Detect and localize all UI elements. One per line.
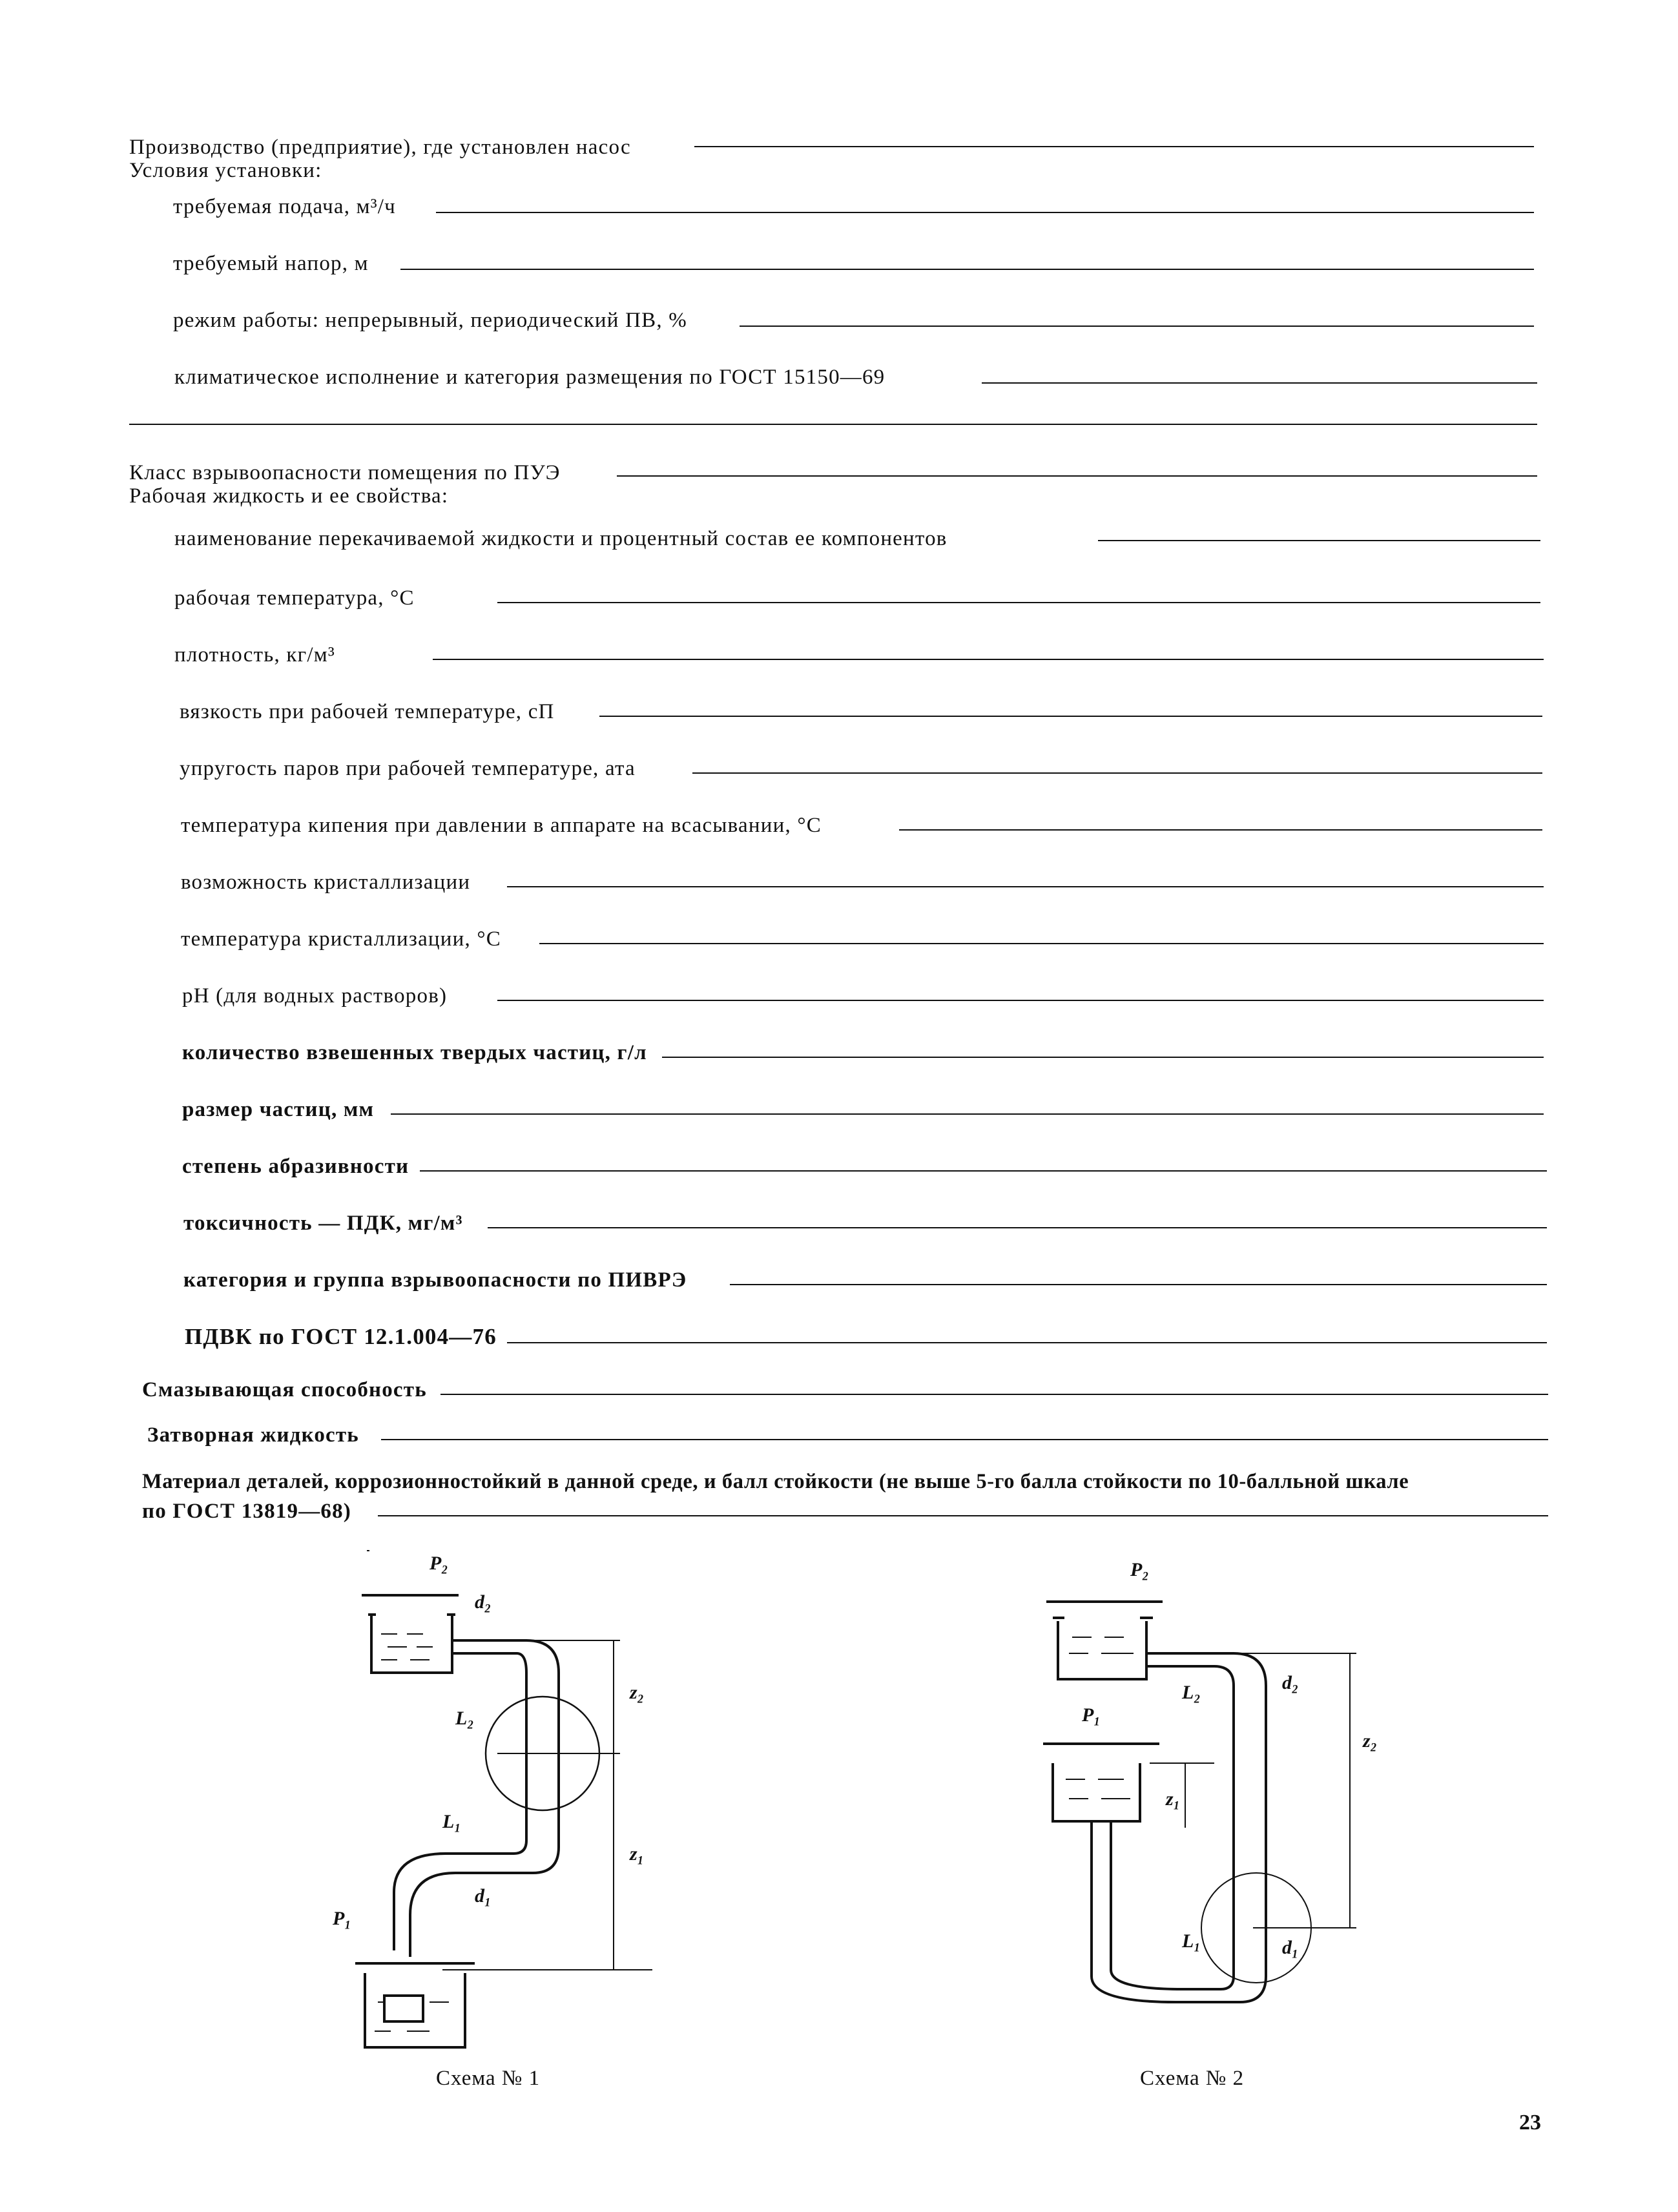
fill-line[interactable] xyxy=(436,212,1534,213)
field-density xyxy=(0,641,1678,686)
z1-label: z₁ xyxy=(1166,1788,1181,1810)
field-head xyxy=(0,249,1678,295)
field-vapor xyxy=(0,754,1678,800)
field-work-temp xyxy=(0,584,1678,629)
field-cryst-temp xyxy=(0,925,1678,970)
field-toxicity xyxy=(0,1209,1678,1254)
z2-label: z₂ xyxy=(630,1682,645,1703)
scheme-2-diagram xyxy=(1020,1550,1421,2054)
field-ph xyxy=(0,982,1678,1027)
fill-line[interactable] xyxy=(599,716,1542,717)
field-label: температура кипения при давлении в аппарате на всасывании, °С xyxy=(181,814,822,837)
z2-label: z₂ xyxy=(1363,1730,1378,1752)
field-abrasive xyxy=(0,1152,1678,1197)
fill-line[interactable] xyxy=(507,886,1544,887)
p1-label: P₁ xyxy=(1082,1704,1101,1726)
field-label: требуемый напор, м xyxy=(173,252,369,275)
fill-line[interactable] xyxy=(507,1342,1547,1343)
fill-line[interactable] xyxy=(497,1000,1544,1001)
field-label: размер частиц, мм xyxy=(182,1098,375,1121)
field-pdvk xyxy=(0,1323,1678,1368)
field-viscosity xyxy=(0,698,1678,743)
field-label: рабочая температура, °С xyxy=(174,586,415,610)
fill-line[interactable] xyxy=(899,829,1542,831)
p1-label: P₁ xyxy=(333,1908,351,1929)
fill-line[interactable] xyxy=(488,1227,1547,1228)
fill-line[interactable] xyxy=(617,475,1537,477)
fill-line[interactable] xyxy=(381,1439,1548,1440)
liquid-heading: Рабочая жидкость и ее свойства: xyxy=(129,484,449,508)
fill-line[interactable] xyxy=(440,1394,1548,1395)
field-label: режим работы: непрерывный, периодический ПВ, % xyxy=(173,309,687,332)
field-sealing xyxy=(0,1421,1678,1466)
field-label: категория и группа взрывоопасности по ПИВРЭ xyxy=(183,1268,687,1292)
d1-label: d₁ xyxy=(1282,1937,1299,1958)
separator-line[interactable] xyxy=(129,424,1537,425)
conditions-heading: Условия установки: xyxy=(129,159,322,182)
fill-line[interactable] xyxy=(692,772,1542,774)
field-label: Затворная жидкость xyxy=(147,1423,359,1447)
p2-label: P₂ xyxy=(1130,1559,1149,1580)
fill-line[interactable] xyxy=(391,1113,1544,1115)
fill-line[interactable] xyxy=(694,146,1534,147)
field-mode xyxy=(0,306,1678,351)
field-label: температура кристаллизации, °С xyxy=(181,927,502,951)
field-explosion-group xyxy=(0,1266,1678,1311)
field-label: токсичность — ПДК, мг/м³ xyxy=(183,1212,463,1235)
fill-line[interactable] xyxy=(740,326,1534,327)
fill-line[interactable] xyxy=(497,602,1540,603)
fill-line[interactable] xyxy=(662,1057,1544,1058)
field-label: Смазывающая способность xyxy=(142,1378,427,1401)
field-climate xyxy=(0,363,1678,408)
z1-label: z₁ xyxy=(630,1843,645,1865)
field-label: количество взвешенных твердых частиц, г/л xyxy=(182,1041,647,1064)
d2-label: d₂ xyxy=(475,1591,492,1613)
fill-line[interactable] xyxy=(730,1284,1547,1285)
fill-line[interactable] xyxy=(1098,540,1540,541)
field-label: вязкость при рабочей температуре, сП xyxy=(180,700,555,723)
l2-label: L₂ xyxy=(1182,1682,1201,1703)
field-label: требуемая подача, м³/ч xyxy=(173,195,396,218)
fill-line[interactable] xyxy=(539,943,1544,944)
scheme-1-caption: Схема № 1 xyxy=(436,2067,541,2090)
field-liquid-name xyxy=(0,524,1678,570)
fill-line[interactable] xyxy=(378,1515,1548,1516)
field-material xyxy=(0,1497,1678,1542)
p2-label: P₂ xyxy=(430,1553,448,1574)
field-label: ПДВК по ГОСТ 12.1.004—76 xyxy=(185,1324,497,1349)
fill-line[interactable] xyxy=(420,1170,1547,1172)
field-label: по ГОСТ 13819—68) xyxy=(142,1500,351,1523)
field-crystallization xyxy=(0,868,1678,913)
fill-line[interactable] xyxy=(433,659,1544,660)
field-boiling xyxy=(0,811,1678,856)
field-label: Класс взрывоопасности помещения по ПУЭ xyxy=(129,461,561,484)
l2-label: L₂ xyxy=(455,1708,474,1729)
fill-line[interactable] xyxy=(400,269,1534,270)
field-label: возможность кристаллизации xyxy=(181,871,471,894)
field-flow xyxy=(0,192,1678,238)
field-label: упругость паров при рабочей температуре, ата xyxy=(180,757,636,780)
field-label: плотность, кг/м³ xyxy=(174,643,335,667)
field-label: наименование перекачиваемой жидкости и процентный состав ее компонентов xyxy=(174,527,948,550)
material-text: Материал деталей, коррозионностойкий в данной среде, и балл стойкости (не выше 5-го балла стойкости по 10-балльной шкале xyxy=(142,1470,1409,1493)
page-number: 23 xyxy=(1519,2111,1541,2134)
l1-label: L₁ xyxy=(442,1811,461,1832)
field-lubricity xyxy=(0,1376,1678,1421)
scheme-2-caption: Схема № 2 xyxy=(1140,2067,1245,2090)
field-label: климатическое исполнение и категория размещения по ГОСТ 15150—69 xyxy=(174,366,886,389)
field-label: pH (для водных растворов) xyxy=(182,984,448,1008)
d2-label: d₂ xyxy=(1282,1672,1299,1693)
l1-label: L₁ xyxy=(1182,1930,1201,1952)
field-particles-qty xyxy=(0,1039,1678,1084)
field-label: степень абразивности xyxy=(182,1155,409,1178)
d1-label: d₁ xyxy=(475,1885,492,1907)
scheme-1-diagram xyxy=(304,1550,678,2054)
field-particles-size xyxy=(0,1095,1678,1141)
fill-line[interactable] xyxy=(982,382,1537,384)
field-label: Производство (предприятие), где установлен насос xyxy=(129,136,631,159)
